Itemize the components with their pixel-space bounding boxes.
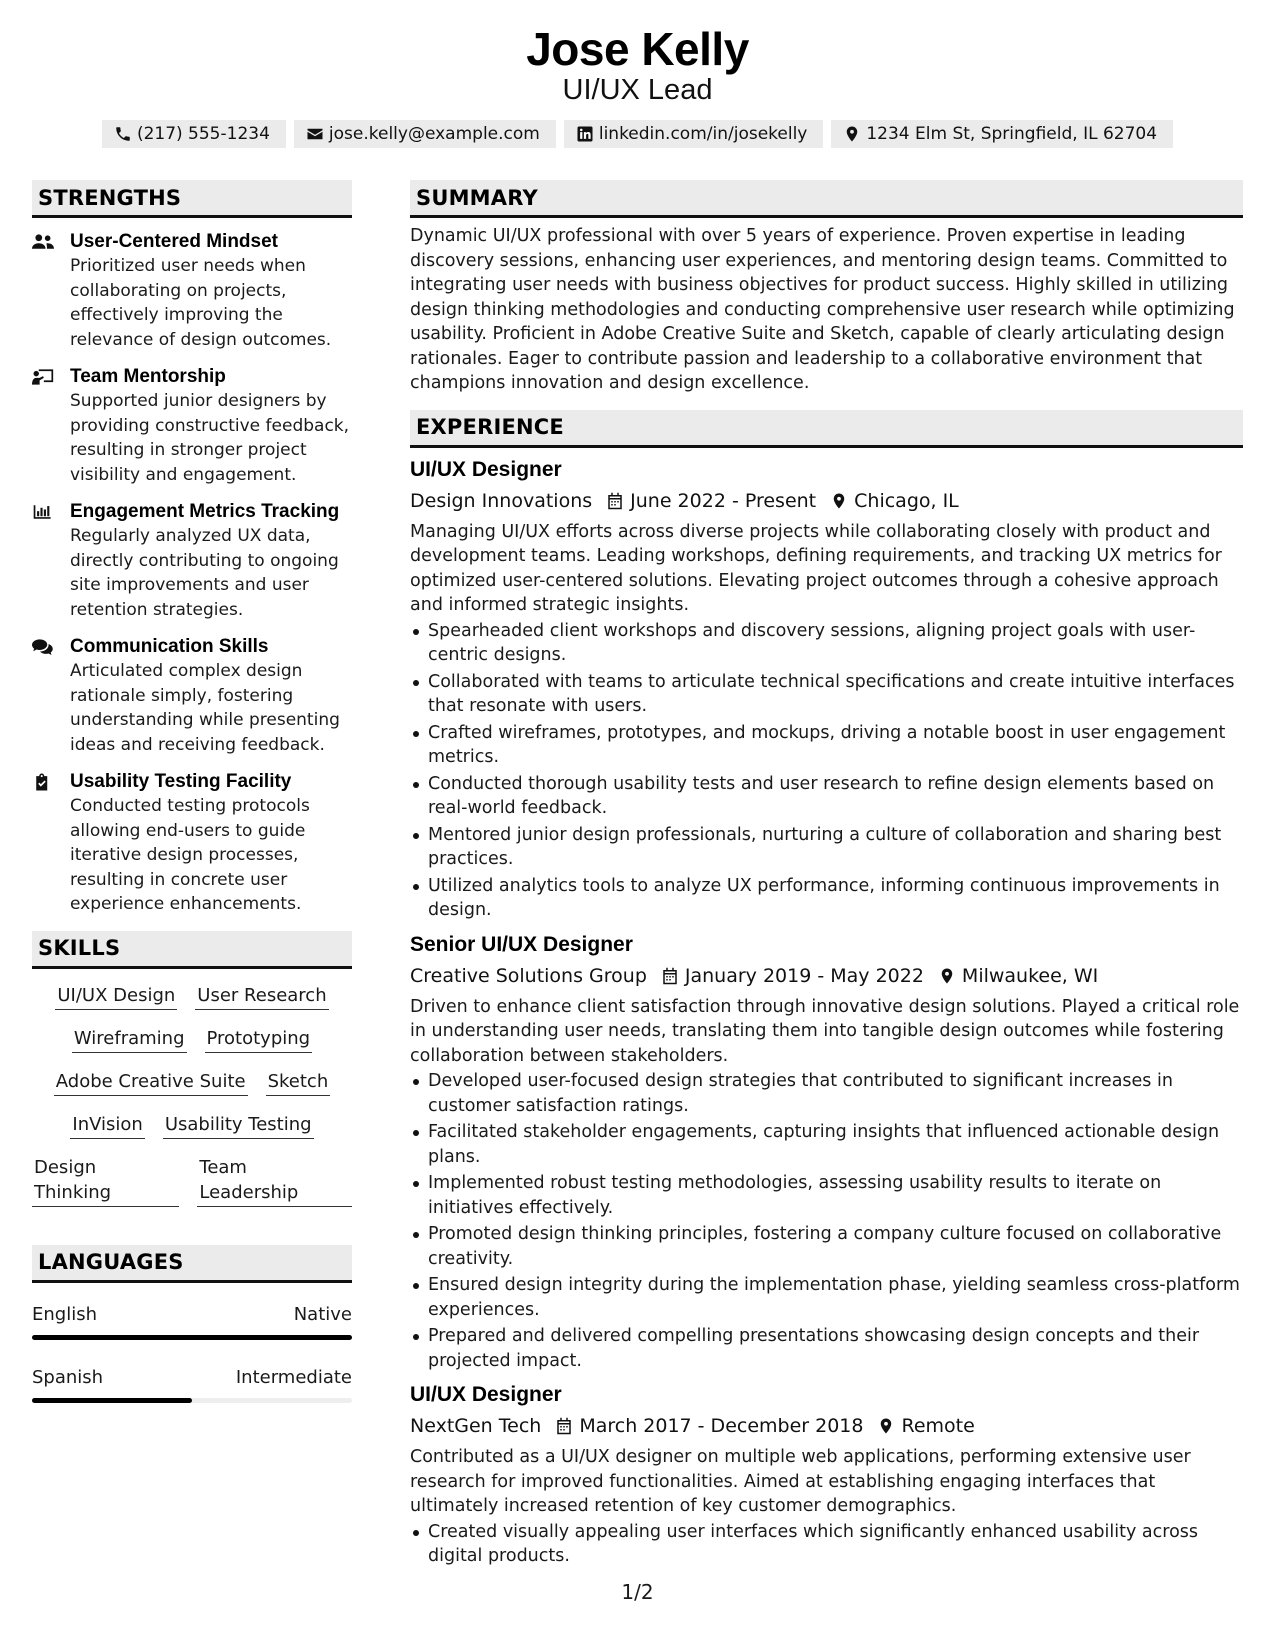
skills-heading: SKILLS (32, 931, 352, 969)
strength-desc: Prioritized user needs when collaborating on projects, effectively improving the relevance of design outcomes. (70, 256, 332, 350)
job-location: Chicago, IL (854, 489, 959, 512)
bullet-item: Promoted design thinking principles, fostering a company culture focused on collaborative creativity. (410, 1222, 1243, 1271)
job-title: UI/UX Designer (410, 457, 562, 481)
job-description: Driven to enhance client satisfaction through innovative design solutions. Played a critical role in understanding user needs, translating them into tangible design outcomes while fostering collaboration between stakeholders. (410, 996, 1240, 1066)
languages-list (32, 1303, 352, 1403)
job-dates: January 2019 - May 2022 (684, 964, 924, 987)
bullet-item: Prepared and delivered compelling presentations showcasing design concepts and their projected impact. (410, 1324, 1243, 1373)
strengths-list (32, 230, 352, 917)
skill-tag: Wireframing (72, 1026, 187, 1053)
contact-bar (0, 120, 1275, 148)
job-entry (410, 931, 1243, 1374)
comments-icon (32, 637, 54, 657)
envelope-icon (306, 125, 324, 143)
skill-tag: Adobe Creative Suite (54, 1069, 248, 1096)
strength-title: Team Mentorship (70, 366, 226, 387)
strength-item (32, 770, 352, 917)
bullet-item: Created visually appealing user interfaces which significantly enhanced usability across digital products. (410, 1520, 1243, 1569)
job-location: Remote (901, 1415, 975, 1437)
proficiency-bar (32, 1335, 352, 1340)
strength-item (32, 230, 352, 352)
job-dates: June 2022 - Present (630, 489, 817, 512)
strength-desc: Regularly analyzed UX data, directly contributing to ongoing site improvements and user retention strategies. (70, 526, 339, 620)
linkedin-text: linkedin.com/in/josekelly (598, 124, 808, 144)
skill-tag: Team Leadership (197, 1155, 352, 1207)
summary-heading: SUMMARY (410, 180, 1243, 218)
job-entry (410, 456, 1243, 923)
language-level: Native (293, 1303, 352, 1325)
bullet-item: Conducted thorough usability tests and user research to refine design elements based on real-world feedback. (410, 772, 1243, 821)
skill-tag: Usability Testing (163, 1112, 314, 1139)
contact-linkedin[interactable] (564, 120, 824, 148)
company-name: NextGen Tech (410, 1415, 542, 1437)
candidate-title: UI/UX Lead (562, 74, 713, 106)
calendar-icon (606, 491, 624, 511)
experience-heading: EXPERIENCE (410, 410, 1243, 448)
bullet-item: Implemented robust testing methodologies, assessing usability results to iterate on initiatives effectively. (410, 1171, 1243, 1220)
contact-address[interactable] (831, 120, 1173, 148)
calendar-icon (661, 966, 679, 986)
proficiency-fill (32, 1335, 352, 1340)
job-meta (410, 488, 1243, 514)
job-meta (410, 1413, 1243, 1439)
language-name: Spanish (32, 1366, 104, 1388)
skill-tag: Sketch (266, 1069, 331, 1096)
contact-email[interactable] (294, 120, 556, 148)
location-pin-icon (843, 125, 861, 143)
proficiency-fill (32, 1398, 192, 1403)
location-pin-icon (830, 491, 848, 511)
chalkboard-teacher-icon (32, 367, 54, 387)
company-name: Design Innovations (410, 489, 593, 512)
left-column (32, 180, 352, 1429)
bullet-item: Spearheaded client workshops and discovery sessions, aligning project goals with user-centric designs. (410, 619, 1243, 668)
strength-title: Usability Testing Facility (70, 771, 292, 792)
strength-item (32, 500, 352, 622)
location-pin-icon (938, 966, 956, 986)
proficiency-bar (32, 1398, 352, 1403)
phone-icon (114, 125, 132, 143)
bullet-item: Utilized analytics tools to analyze UX performance, informing continuous improvements in design. (410, 874, 1243, 923)
language-name: English (32, 1303, 97, 1325)
job-bullets (410, 1520, 1243, 1569)
skills-list (32, 983, 352, 1207)
bullet-item: Crafted wireframes, prototypes, and mockups, driving a notable boost in user engagement metrics. (410, 721, 1243, 770)
clipboard-check-icon (32, 772, 54, 792)
email-text: jose.kelly@example.com (328, 124, 540, 144)
calendar-icon (555, 1416, 573, 1436)
bullet-item: Facilitated stakeholder engagements, capturing insights that influenced actionable design plans. (410, 1120, 1243, 1169)
job-location: Milwaukee, WI (961, 964, 1099, 987)
job-title: UI/UX Designer (410, 1383, 562, 1406)
strength-title: User-Centered Mindset (70, 231, 278, 252)
strength-desc: Conducted testing protocols allowing end-users to guide iterative design processes, resulting in concrete user experience enhancements. (70, 796, 310, 914)
strength-desc: Supported junior designers by providing constructive feedback, resulting in stronger project visibility and engagement. (70, 391, 350, 485)
skill-row (32, 1155, 352, 1207)
language-item (32, 1366, 352, 1403)
job-meta (410, 963, 1243, 989)
job-bullets (410, 1069, 1243, 1373)
summary-text: Dynamic UI/UX professional with over 5 years of experience. Proven expertise in leading discovery sessions, enhancing user experiences, and mentoring design teams. Committed to integrating user needs with business objectives for product success. Highly skilled in utilizing design thinking methodologies and conducting comprehensive user research while optimizing usability. Proficient in Adobe Creative Suite and Sketch, capable of clearly articulating design rationales. Eager to contribute passion and leadership to a collaborative environment that champions innovation and design excellence. (410, 226, 1235, 393)
skill-row (32, 1112, 352, 1139)
address-text: 1234 Elm St, Springfield, IL 62704 (866, 124, 1158, 144)
candidate-name: Jose Kelly (526, 23, 749, 75)
skill-tag: Prototyping (205, 1026, 313, 1053)
skill-tag: User Research (195, 983, 328, 1010)
skill-row (32, 983, 352, 1010)
linkedin-icon (576, 125, 594, 143)
job-description: Managing UI/UX efforts across diverse projects while collaborating closely with product and development teams. Leading workshops, defining requirements, and tracking UX metrics for optimized user-centered solutions. Elevating project outcomes through a cohesive approach and informed strategic insights. (410, 521, 1222, 615)
company-name: Creative Solutions Group (410, 964, 647, 987)
skill-tag: UI/UX Design (55, 983, 177, 1010)
strength-title: Engagement Metrics Tracking (70, 501, 340, 522)
skill-tag: InVision (70, 1112, 144, 1139)
experience-list (410, 456, 1243, 1569)
page-number: 1/2 (621, 1580, 654, 1604)
bullet-item: Collaborated with teams to articulate technical specifications and create intuitive interfaces that resonate with users. (410, 670, 1243, 719)
bar-chart-icon (32, 502, 54, 522)
resume-header (0, 22, 1275, 148)
strength-item (32, 365, 352, 487)
job-bullets (410, 619, 1243, 923)
skill-row (32, 1026, 352, 1053)
skill-row (32, 1069, 352, 1096)
bullet-item: Mentored junior design professionals, nurturing a culture of collaboration and sharing best practices. (410, 823, 1243, 872)
phone-text: (217) 555-1234 (136, 124, 270, 144)
contact-phone[interactable] (102, 120, 286, 148)
location-pin-icon (877, 1416, 895, 1436)
users-icon (32, 232, 54, 252)
bullet-item: Ensured design integrity during the implementation phase, yielding seamless cross-platform experiences. (410, 1273, 1243, 1322)
strength-desc: Articulated complex design rationale simply, fostering understanding while presenting ideas and receiving feedback. (70, 661, 340, 755)
skill-tag: Design Thinking (32, 1155, 179, 1207)
strengths-heading: STRENGTHS (32, 180, 352, 218)
job-dates: March 2017 - December 2018 (579, 1415, 864, 1437)
job-description: Contributed as a UI/UX designer on multiple web applications, performing extensive user research for improved functionalities. Aimed at establishing engaging interfaces that ultimately increased retention of key customer demographics. (410, 1447, 1191, 1516)
right-column (410, 180, 1243, 1571)
language-level: Intermediate (235, 1366, 352, 1388)
bullet-item: Developed user-focused design strategies that contributed to significant increases in customer satisfaction ratings. (410, 1069, 1243, 1118)
job-entry (410, 1381, 1243, 1569)
strength-item (32, 635, 352, 757)
language-item (32, 1303, 352, 1340)
languages-heading: LANGUAGES (32, 1245, 352, 1283)
strength-title: Communication Skills (70, 636, 269, 657)
job-title: Senior UI/UX Designer (410, 932, 633, 956)
